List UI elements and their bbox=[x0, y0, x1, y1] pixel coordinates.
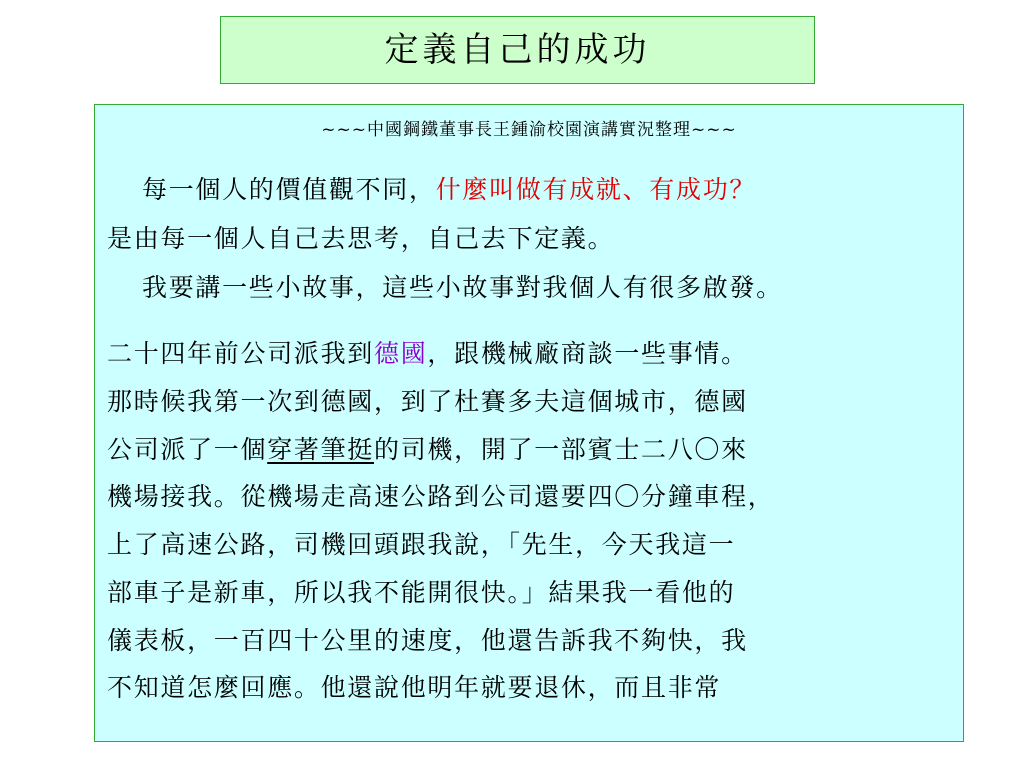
intro-question-highlight: 什麼叫做有成就、有成功？ bbox=[435, 175, 757, 204]
story-line-6: 部車子是新車，所以我不能開很快。」結果我一看他的 bbox=[107, 578, 736, 607]
intro-line-1 bbox=[142, 173, 756, 207]
story-line-3-part-1: 公司派了一個 bbox=[107, 435, 268, 464]
intro-line-3: 我要講一些小故事，這些小故事對我個人有很多啟發。 bbox=[142, 273, 783, 302]
story-line-3-part-2: 的司機，開了一部賓士二八〇來 bbox=[374, 435, 748, 464]
slide-title: 定義自己的成功 bbox=[384, 30, 651, 70]
germany-highlight: 德國 bbox=[374, 339, 428, 368]
intro-line-1-text: 每一個人的價值觀不同， bbox=[142, 175, 436, 204]
well-dressed-underline: 穿著筆挺 bbox=[267, 435, 375, 464]
speech-subtitle: ~~~中國鋼鐵董事長王鍾渝校園演講實況整理~~~ bbox=[321, 120, 737, 140]
story-line-2: 那時候我第一次到德國，到了杜賽多夫這個城市，德國 bbox=[107, 387, 748, 416]
story-line-7: 儀表板，一百四十公里的速度，他還告訴我不夠快，我 bbox=[107, 626, 748, 655]
story-line-1-part-1: 二十四年前公司派我到 bbox=[107, 339, 375, 368]
story-line-8: 不知道怎麼回應。他還說他明年就要退休，而且非常 bbox=[107, 673, 722, 702]
story-line-5: 上了高速公路，司機回頭跟我說，「先生，今天我這一 bbox=[107, 530, 736, 559]
story-line-1-part-2: ，跟機械廠商談一些事情。 bbox=[427, 339, 748, 368]
content-box bbox=[94, 104, 964, 742]
intro-line-2: 是由每一個人自己去思考，自己去下定義。 bbox=[107, 224, 615, 253]
title-box bbox=[220, 16, 815, 84]
story-line-1 bbox=[107, 337, 748, 371]
story-line-4: 機場接我。從機場走高速公路到公司還要四〇分鐘車程， bbox=[107, 482, 775, 511]
story-line-3 bbox=[107, 433, 748, 467]
